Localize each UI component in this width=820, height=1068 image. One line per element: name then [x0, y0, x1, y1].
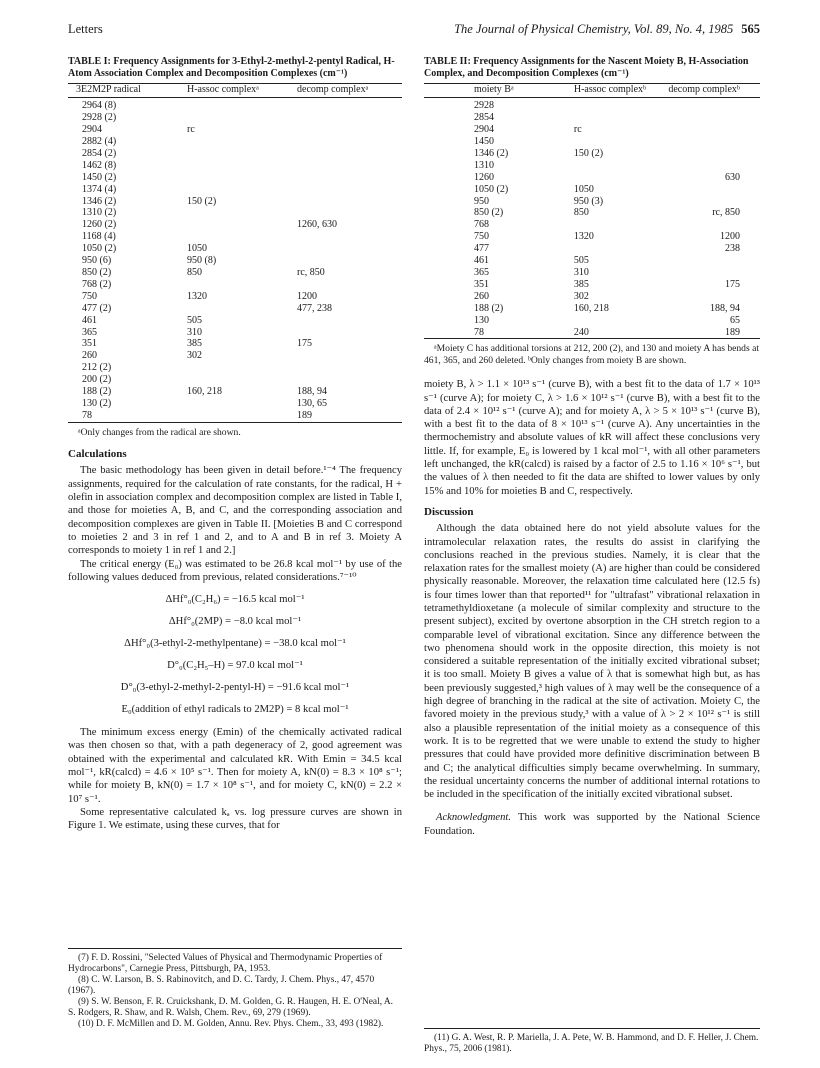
- reference-item: (10) D. F. McMillen and D. M. Golden, Annu. Rev. Phys. Chem., 33, 493 (1982).: [78, 1019, 384, 1029]
- table-cell: 1168 (4): [82, 231, 116, 243]
- table-cell: 130: [474, 314, 489, 326]
- table-cell: 750: [82, 290, 97, 302]
- table-row: [424, 291, 760, 303]
- table-cell: 850 (2): [474, 207, 504, 219]
- table-cell: 188 (2): [82, 386, 112, 398]
- table-cell: [668, 98, 760, 112]
- table-cell: [668, 267, 760, 279]
- table-row: [68, 350, 402, 362]
- table-cell: [574, 219, 668, 231]
- table-cell: 1260: [474, 171, 494, 183]
- table-cell: [297, 136, 402, 148]
- table-cell: rc, 850: [297, 267, 325, 278]
- table-cell: 78: [474, 326, 484, 338]
- footnote-rule: [424, 1028, 760, 1029]
- table-row: [68, 303, 402, 315]
- table-cell: 385: [573, 278, 589, 290]
- table-cell: 189: [725, 326, 740, 338]
- table-cell: 65: [730, 314, 740, 326]
- table-cell: [574, 98, 668, 112]
- references-left: [68, 948, 402, 1030]
- table-cell: 1320: [573, 231, 594, 243]
- table1-header-decomp: decomp complexᵃ: [297, 84, 369, 96]
- table2-header-moiety: moiety Bᵃ: [474, 84, 514, 96]
- table-cell: 1374 (4): [82, 183, 117, 195]
- table-cell: 461: [82, 314, 97, 326]
- running-head-right: [454, 22, 760, 37]
- table-row: [424, 243, 760, 255]
- table-row: [424, 184, 760, 196]
- table-cell: [297, 184, 402, 196]
- table-row: [424, 231, 760, 243]
- table-cell: [187, 362, 297, 374]
- table-row: [68, 410, 402, 422]
- table-cell: 1050: [187, 243, 207, 255]
- table-cell: [668, 124, 760, 136]
- table-cell: [187, 207, 297, 219]
- table-cell: 130 (2): [82, 397, 112, 409]
- table-cell: 1200: [720, 231, 740, 243]
- table-cell: 212 (2): [82, 362, 112, 374]
- table-cell: [574, 243, 668, 255]
- table-cell: [187, 160, 297, 172]
- table-row: [424, 207, 760, 219]
- table-cell: [574, 160, 668, 172]
- table-cell: 768 (2): [82, 278, 112, 290]
- table2-caption: TABLE II: Frequency Assignments for the Nascent Moiety B, H-Association Complex, and Decomposition Complexes (cm⁻¹): [424, 56, 749, 80]
- table-row: [68, 291, 402, 303]
- table-cell: [297, 124, 402, 136]
- table-cell: [668, 112, 760, 124]
- table1-caption: TABLE I: Frequency Assignments for 3-Ethyl-2-methyl-2-pentyl Radical, H-Atom Association Complex and Decomposition Complexes (cm⁻¹): [68, 56, 395, 80]
- table1: [68, 84, 402, 421]
- table-row: [68, 362, 402, 374]
- calc-paragraph-4: Some representative calculated kₐ vs. log pressure curves are shown in Figure 1. We estimate, using these curves, that for: [68, 806, 402, 832]
- table-cell: 2904: [82, 124, 102, 136]
- table-cell: 160, 218: [187, 386, 222, 398]
- table-row: [68, 338, 402, 350]
- table-cell: 1320: [187, 290, 207, 302]
- table-cell: [668, 196, 760, 208]
- table-cell: 351: [474, 278, 489, 290]
- table-cell: 1346 (2): [474, 147, 509, 159]
- table-cell: rc, 850: [712, 207, 740, 219]
- table-cell: 950 (6): [82, 255, 112, 267]
- table-cell: rc: [187, 124, 195, 136]
- table-cell: 302: [187, 350, 202, 362]
- table-cell: rc: [573, 124, 582, 136]
- table-cell: [668, 255, 760, 267]
- table-cell: 1200: [297, 290, 317, 302]
- table-cell: 130, 65: [297, 397, 327, 409]
- table-cell: 310: [187, 326, 202, 338]
- table-cell: 188, 94: [297, 386, 327, 398]
- table-row: [424, 219, 760, 231]
- table-row: [424, 160, 760, 172]
- table-row: [68, 374, 402, 386]
- equation: ΔHf°₀(3-ethyl-2-methylpentane) = −38.0 kcal mol⁻¹: [124, 638, 346, 650]
- discussion-paragraph: Although the data obtained here do not yield absolute values for the intramolecular relaxation rates, the results do assist in clarifying the conclusions reached in the previous studies. Namely, it is clear that the relaxation rates for the smallest moiety (A) are higher than could be considered physically reasonable. Moreover, the relaxation time calculated here (12.5 fs) is four times lower than that reported¹¹ for "ultrafast" vibrational relaxation in tetramethyldioxetane (a molecule of similar complexity and structure to the present subject), excited by overtone absorption in the CH stretch region to a comparable level of vibrational excitation. Since any difference between the two phenomena should work in the opposite direction, this moiety is not considered a suitable representation of the initially excited vibrational subset; it is too small. Moiety B gives a value of λ that is somewhat high but, as has been previously suggested,³ high values of λ may well be the consequence of a high degree of branching in the radical at the site of activation. Moiety C, the favored moiety in the previous study,³ with a value of λ > 2 × 10¹² s⁻¹ is still also a plausible representation of the initial moiety as a consequence of this work. It is to be regretted that we were unable to extend the study to higher pressures that could have provided more definitive discrimination between B and C; the analytical difficulties simply became overwhelming. In summary, the residual uncertainty concerns the number of additional internal rotations to be included in the specification of the initially excited vibrational subset.: [424, 523, 760, 801]
- table-cell: 850 (2): [82, 267, 112, 278]
- footnote-rule: [68, 948, 402, 949]
- table-cell: 1462 (8): [82, 159, 117, 171]
- table-row: [424, 327, 760, 339]
- discussion-heading: Discussion: [424, 505, 474, 518]
- table-cell: [668, 184, 760, 196]
- page-number: 565: [741, 22, 760, 36]
- equation: ΔHf°₀(C₂H₆) = −16.5 kcal mol⁻¹: [165, 594, 305, 606]
- table-row: [68, 112, 402, 124]
- table2-bottom-rule: [424, 338, 760, 339]
- table-row: [68, 98, 402, 112]
- table-cell: [297, 231, 402, 243]
- table-cell: 150 (2): [573, 147, 604, 159]
- table-cell: 365: [474, 267, 489, 278]
- table-cell: 2882 (4): [82, 136, 117, 148]
- table-cell: 768: [474, 219, 489, 231]
- table-cell: [297, 160, 402, 172]
- reference-item: (8) C. W. Larson, B. S. Rabinovitch, and D. C. Tardy, J. Chem. Phys., 47, 4570 (1967).: [68, 975, 375, 996]
- table-row: [424, 196, 760, 208]
- right-column: [424, 56, 760, 838]
- table-cell: 189: [297, 409, 312, 421]
- table-cell: [187, 184, 297, 196]
- acknowledgment-text: This work was supported by the National Science Foundation.: [424, 812, 760, 837]
- reference-item: (11) G. A. West, R. P. Mariella, J. A. Pete, W. B. Hammond, and D. F. Heller, J. Chem. Phys., 75, 2006 (1981).: [424, 1033, 759, 1054]
- table-row: [68, 136, 402, 148]
- table-cell: 505: [187, 314, 202, 326]
- table-cell: 750: [474, 231, 489, 243]
- equation: D°₀(C₂H₅–H) = 97.0 kcal mol⁻¹: [167, 660, 303, 672]
- table-cell: [668, 136, 760, 148]
- table-cell: 188, 94: [710, 302, 740, 314]
- table-cell: [297, 207, 402, 219]
- table-row: [68, 243, 402, 255]
- table2-header-decomp: decomp complexᵇ: [668, 84, 740, 96]
- table-cell: 2928 (2): [82, 112, 117, 124]
- table-cell: [187, 231, 297, 243]
- table-row: [424, 112, 760, 124]
- table-cell: [297, 196, 402, 208]
- table-cell: [187, 374, 297, 386]
- table-row: [68, 327, 402, 339]
- reference-item: (9) S. W. Benson, F. R. Cruickshank, D. M. Golden, G. R. Haugen, H. E. O'Neal, A. S. Rodgers, R. Shaw, and R. Walsh, Chem. Rev., 69, 279 (1969).: [68, 997, 393, 1018]
- thermo-equations: [68, 589, 402, 721]
- table-row: [68, 279, 402, 291]
- running-head-left: Letters: [68, 22, 103, 36]
- table-cell: [297, 172, 402, 184]
- table-row: [424, 303, 760, 315]
- references-right: [424, 1028, 760, 1055]
- table-row: [68, 172, 402, 184]
- table-cell: 78: [82, 409, 92, 421]
- table-row: [68, 124, 402, 136]
- table-cell: [297, 362, 402, 374]
- table-cell: [297, 112, 402, 124]
- table1-bottom-rule: [68, 422, 402, 423]
- table-cell: 2854 (2): [82, 147, 117, 159]
- table-cell: 477, 238: [297, 302, 332, 314]
- table-row: [68, 255, 402, 267]
- table-cell: 850: [573, 207, 589, 219]
- table-cell: [187, 219, 297, 231]
- table-cell: 238: [725, 243, 740, 255]
- calculations-heading: Calculations: [68, 448, 127, 461]
- table1-header-radical: 3E2M2P radical: [76, 84, 141, 96]
- table-cell: [297, 98, 402, 112]
- table-row: [68, 398, 402, 410]
- calc-paragraph-3: The minimum excess energy (Emin) of the chemically activated radical was then chosen so that, with a path degeneracy of 2, good agreement was obtained with the experimental and calculated kR. With Emin = 34.5 kcal mol⁻¹, kR(calcd) = 4.6 × 10⁵ s⁻¹. Then for moiety A, kN(0) = 8.3 × 10⁸ s⁻¹; while for moiety B, kN(0) = 1.7 × 10⁸ s⁻¹, and for moiety C, kN(0) = 2.2 × 10⁷ s⁻¹.: [68, 727, 402, 805]
- table-cell: 188 (2): [474, 302, 504, 314]
- table-cell: 310: [573, 267, 589, 278]
- table-row: [424, 98, 760, 112]
- table-cell: [668, 291, 760, 303]
- table-cell: 302: [573, 290, 589, 302]
- table-row: [424, 255, 760, 267]
- table-cell: 240: [573, 326, 589, 338]
- table-row: [424, 315, 760, 327]
- table-cell: 365: [82, 326, 97, 338]
- table-cell: 850: [187, 267, 202, 278]
- results-paragraph: moiety B, λ > 1.1 × 10¹³ s⁻¹ (curve B), with a best fit to the data of 1.7 × 10¹³ s⁻¹ (curve A); for moiety C, λ > 1.6 × 10¹² s⁻¹ (curve B), with a best fit to the data of 2.4 × 10¹² s⁻¹ (curve A); and for moiety A, λ > 5 × 10¹³ s⁻¹ (curve B), with a best fit to the data of 8 × 10¹³ s⁻¹ (curve A). Any uncertainties in the thermochemistry and absolute values of kR will affect these conclusions very little. If, for example, E₀ is lowered by 1 kcal mol⁻¹, with all other parameters left unchanged, the kR(calcd) is raised by a factor of 2.5 to 1.16 × 10⁶ s⁻¹, but the values of λ then needed to fit the data are shifted to lower values by only 15% and 10% for moieties B and C, respectively.: [424, 379, 760, 497]
- table-cell: [297, 255, 402, 267]
- table-cell: [668, 148, 760, 160]
- table-row: [68, 184, 402, 196]
- table-row: [68, 267, 402, 279]
- table-cell: [297, 315, 402, 327]
- table-cell: [297, 243, 402, 255]
- table-row: [68, 219, 402, 231]
- table-row: [68, 231, 402, 243]
- table-cell: 200 (2): [82, 374, 112, 386]
- table-cell: 175: [297, 338, 312, 350]
- acknowledgment: [424, 811, 760, 838]
- table-row: [424, 148, 760, 160]
- table-row: [68, 207, 402, 219]
- table-cell: 385: [187, 338, 202, 350]
- table-cell: [187, 112, 297, 124]
- table-cell: [574, 112, 668, 124]
- acknowledgment-label: Acknowledgment.: [436, 812, 512, 824]
- table-cell: 461: [474, 255, 489, 267]
- table-cell: 150 (2): [187, 195, 217, 207]
- left-column: [68, 56, 402, 833]
- table-cell: [668, 219, 760, 231]
- table-row: [424, 172, 760, 184]
- table-cell: 260: [474, 290, 489, 302]
- reference-item: (7) F. D. Rossini, "Selected Values of Physical and Thermodynamic Properties of Hydrocarbons", Carnegie Press, Pittsburgh, PA, 1953.: [68, 953, 383, 974]
- table-cell: [574, 315, 668, 327]
- table-cell: 2964 (8): [82, 100, 117, 112]
- table-cell: 1260 (2): [82, 219, 117, 231]
- table2: [424, 84, 760, 338]
- table-cell: 351: [82, 338, 97, 350]
- table-cell: 1450 (2): [82, 171, 117, 183]
- table-cell: [297, 148, 402, 160]
- table-cell: [187, 303, 297, 315]
- table-row: [68, 315, 402, 327]
- table-cell: [187, 136, 297, 148]
- table-cell: [574, 136, 668, 148]
- table-cell: 630: [725, 171, 740, 183]
- table-row: [68, 386, 402, 398]
- equation: D°₀(3-ethyl-2-methyl-2-pentyl-H) = −91.6 kcal mol⁻¹: [120, 682, 350, 694]
- table-cell: [297, 374, 402, 386]
- table-cell: 505: [573, 255, 589, 267]
- table-cell: 950: [474, 195, 489, 207]
- table-cell: 2854: [474, 112, 494, 124]
- table-cell: [668, 160, 760, 172]
- table-cell: 260: [82, 350, 97, 362]
- table-cell: 1310: [474, 159, 494, 171]
- table-cell: 160, 218: [573, 302, 609, 314]
- table1-footnote: ᵃOnly changes from the radical are shown.: [78, 426, 241, 438]
- table-cell: [297, 350, 402, 362]
- table-cell: 1310 (2): [82, 207, 117, 219]
- table-cell: 1050 (2): [474, 183, 509, 195]
- table-row: [68, 148, 402, 160]
- table-cell: 1450: [474, 136, 494, 148]
- table-row: [424, 124, 760, 136]
- table-cell: [187, 98, 297, 112]
- table-row: [68, 160, 402, 172]
- equation: E₀(addition of ethyl radicals to 2M2P) = 8 kcal mol⁻¹: [121, 704, 349, 716]
- table-row: [424, 267, 760, 279]
- journal-citation: The Journal of Physical Chemistry, Vol. 89, No. 4, 1985: [454, 22, 734, 36]
- table-cell: [574, 172, 668, 184]
- table-row: [424, 279, 760, 291]
- table-row: [68, 196, 402, 208]
- table1-header-hassoc: H-assoc complexᵃ: [187, 84, 259, 96]
- table-cell: [297, 327, 402, 339]
- table-cell: 175: [725, 278, 740, 290]
- table-cell: 477: [474, 243, 489, 255]
- table-cell: 1050 (2): [82, 243, 117, 255]
- table-cell: 477 (2): [82, 302, 112, 314]
- table-cell: 950 (3): [573, 195, 604, 207]
- calc-paragraph-2: The critical energy (E₀) was estimated to be 26.8 kcal mol⁻¹ by use of the following values deduced from previous, related considerations.⁷⁻¹⁰: [68, 558, 402, 583]
- table-row: [424, 136, 760, 148]
- table-cell: [187, 410, 297, 422]
- table-cell: 2928: [474, 100, 494, 112]
- equation: ΔHf°₀(2MP) = −8.0 kcal mol⁻¹: [168, 616, 302, 628]
- table-cell: [297, 279, 402, 291]
- table-cell: 1050: [573, 183, 594, 195]
- calc-paragraph-1: The basic methodology has been given in detail before.¹⁻⁴ The frequency assignments, required for the calculation of rate constants, for the radical, H + olefin in association complex and decomposition complex are listed in Table I, and those for moieties A, B, and C, and the corresponding association and decomposition complexes are given in Table II. [Moieties B and C correspond to moieties 2 and 3 in ref 1 and 2, and to A and B in ref 3. Moiety A corresponds to moiety 1 in ref 1 and 2.]: [68, 465, 402, 557]
- table-cell: 1260, 630: [297, 219, 337, 231]
- table-cell: 950 (8): [187, 255, 217, 267]
- table-cell: [187, 148, 297, 160]
- table-cell: [187, 398, 297, 410]
- table2-footnote: ᵃMoiety C has additional torsions at 212, 200 (2), and 130 and moiety A has bends at 461, 365, and 260 deleted. ᵇOnly changes from moiety B are shown.: [424, 343, 760, 366]
- table2-header-hassoc: H-assoc complexᵇ: [573, 84, 647, 96]
- table-cell: [187, 279, 297, 291]
- table-cell: [187, 172, 297, 184]
- table-cell: 2904: [474, 124, 494, 136]
- table-cell: 1346 (2): [82, 195, 117, 207]
